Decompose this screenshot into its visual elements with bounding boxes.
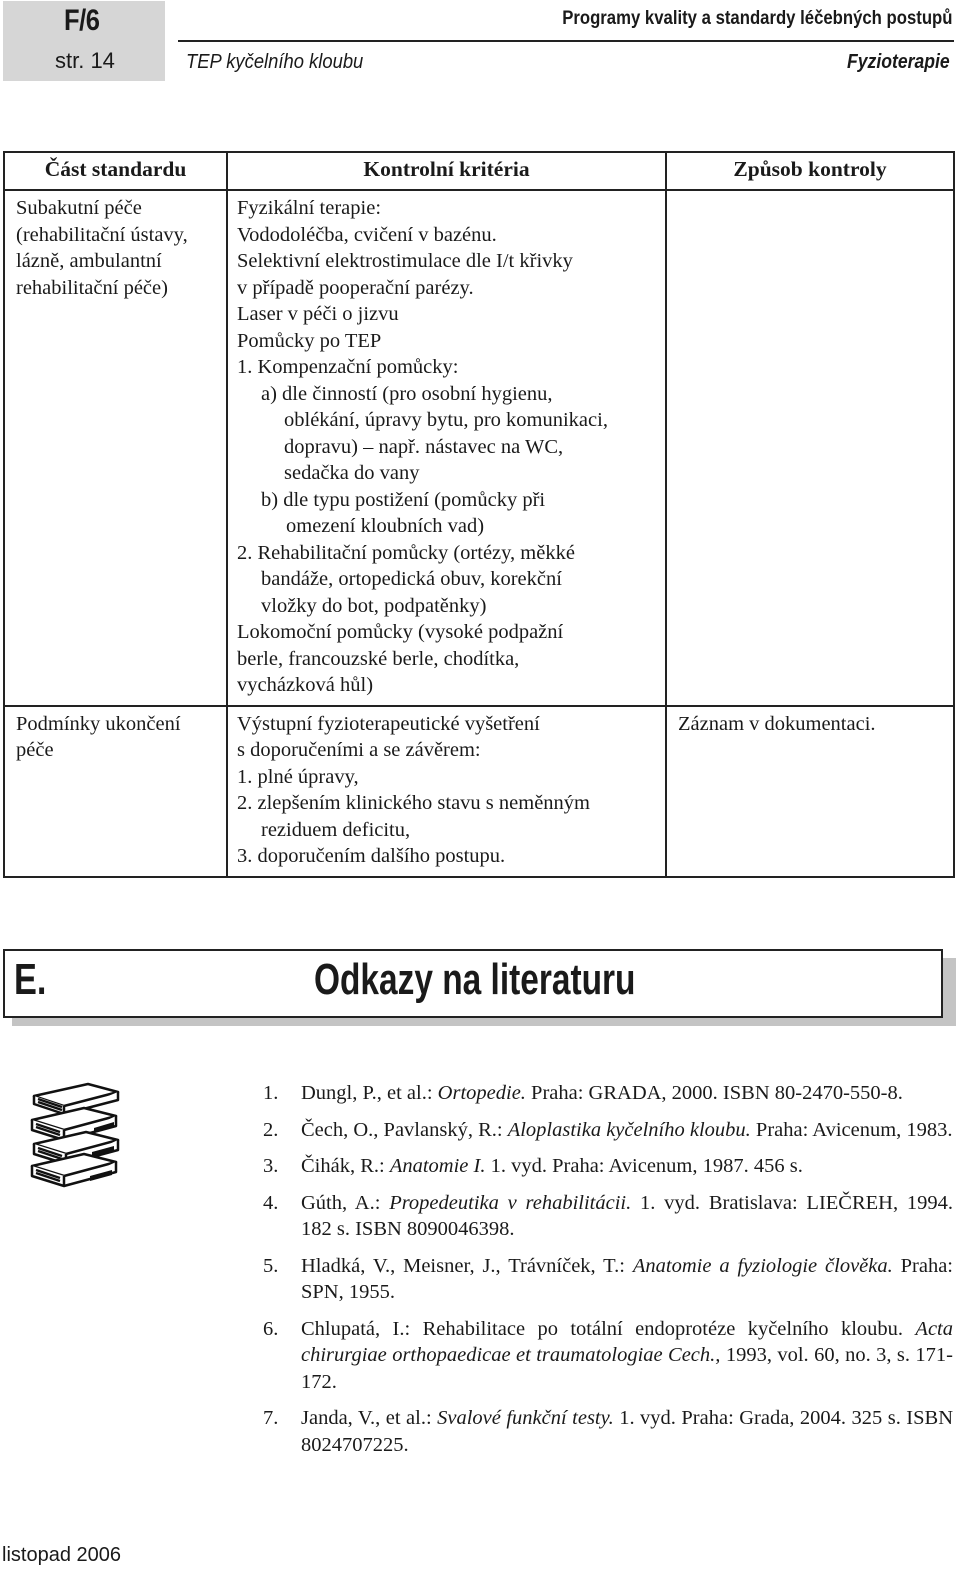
reference-authors: Čech, O., Pavlanský, R.: <box>301 1118 508 1141</box>
column-header: Kontrolní kritéria <box>227 152 666 190</box>
cell-text: vložky do bot, podpatěnky) <box>261 594 487 617</box>
cell-text: vycházková hůl) <box>237 674 374 696</box>
cell-text: Vododoléčba, cvičení v bazénu. <box>237 223 497 246</box>
reference-text <box>301 1316 953 1396</box>
cell-text: s doporučeními a se závěrem: <box>237 739 481 761</box>
list-item <box>263 1253 953 1306</box>
reference-authors: Chlupatá, I.: Rehabilitace po totální endoprotéze kyčelního kloubu. <box>301 1317 916 1340</box>
section-letter: E. <box>14 955 47 1004</box>
cell-text: lázně, ambulantní <box>16 250 162 272</box>
cell-text: berle, francouzské berle, chodítka, <box>237 647 520 670</box>
section-title: Odkazy na literaturu <box>314 955 636 1004</box>
cell-text: (rehabilitační ústavy, <box>16 223 188 246</box>
column-header: Část standardu <box>4 152 227 190</box>
cell-text: Výstupní fyzioterapeutické vyšetření <box>237 712 540 735</box>
reference-title: Ortopedie. <box>437 1082 526 1104</box>
criteria-cell <box>227 706 666 877</box>
books-icon <box>30 1080 122 1190</box>
standards-table <box>3 151 955 878</box>
cell-text: 3. doporučením dalšího postupu. <box>237 845 506 867</box>
cell-text: Subakutní péče <box>16 197 142 219</box>
reference-details: 1. vyd. Praha: Avicenum, 1987. 456 s. <box>485 1155 803 1177</box>
part-cell <box>4 706 227 877</box>
cell-text: Selektivní elektrostimulace dle I/t křivky <box>237 250 573 272</box>
table-row <box>4 706 954 877</box>
reference-number: 5. <box>263 1254 279 1277</box>
publication-title: Programy kvality a standardy léčebných postupů <box>561 8 952 29</box>
control-cell <box>666 190 954 706</box>
reference-details: Praha: Avicenum, 1983. <box>750 1118 953 1141</box>
column-header: Způsob kontroly <box>666 152 954 190</box>
reference-details: Praha: GRADA, 2000. ISBN 80-2470-550-8. <box>525 1082 903 1104</box>
header-rule <box>178 40 954 42</box>
reference-details: 1. vyd. Bratislava: LIEČREH, 1994. 182 s. ISBN 8090046398. <box>301 1191 953 1240</box>
cell-text: v případě pooperační parézy. <box>237 276 474 299</box>
list-item <box>263 1316 953 1396</box>
cell-text: bandáže, ortopedická obuv, korekční <box>261 568 562 590</box>
cell-text: a) dle činností (pro osobní hygienu, <box>261 382 553 405</box>
cell-text: 2. Rehabilitační pomůcky (ortézy, měkké <box>237 541 575 564</box>
reference-text <box>301 1080 953 1107</box>
cell-text: Laser v péči o jizvu <box>237 303 399 325</box>
reference-details: Praha: SPN, 1955. <box>301 1254 953 1303</box>
cell-text: oblékání, úpravy bytu, pro komunikaci, <box>284 409 608 431</box>
chapter-code: F/6 <box>64 4 100 37</box>
cell-text: dopravu) – např. nástavec na WC, <box>284 435 564 458</box>
table-row <box>4 190 954 706</box>
reference-title: Anatomie a fyziologie člověka. <box>632 1254 893 1277</box>
reference-number: 6. <box>263 1317 279 1340</box>
criteria-cell <box>227 190 666 706</box>
reference-title: Anatomie I. <box>389 1155 486 1177</box>
cell-text: 1. Kompenzační pomůcky: <box>237 356 459 378</box>
reference-title: Aloplastika kyčelního kloubu. <box>507 1118 751 1141</box>
reference-text <box>301 1153 953 1180</box>
cell-text: 1. plné úpravy, <box>237 765 359 788</box>
control-cell: Záznam v dokumentaci. <box>666 706 954 877</box>
list-item <box>263 1117 953 1144</box>
reference-title: Svalové funkční testy. <box>437 1407 614 1429</box>
reference-number: 2. <box>263 1118 279 1141</box>
reference-details: 1993, vol. 60, no. 3, s. 171-172. <box>301 1344 953 1393</box>
cell-text: péče <box>16 739 54 761</box>
reference-title: Acta chirurgiae orthopaedicae et traumatologiae Cech., <box>301 1317 953 1366</box>
list-item <box>263 1190 953 1243</box>
cell-text: Lokomoční pomůcky (vysoké podpažní <box>237 621 564 643</box>
document-subtitle: TEP kyčelního kloubu <box>186 51 364 73</box>
reference-authors: Čihák, R.: <box>301 1155 390 1177</box>
cell-text: reziduem deficitu, <box>261 818 411 841</box>
reference-number: 7. <box>263 1407 279 1429</box>
part-cell <box>4 190 227 706</box>
reference-text <box>301 1117 953 1144</box>
reference-number: 1. <box>263 1082 279 1104</box>
reference-list <box>263 1080 953 1468</box>
cell-text: 2. zlepšením klinického stavu s neměnným <box>237 792 590 814</box>
cell-text: Fyzikální terapie: <box>237 197 382 219</box>
reference-authors: Janda, V., et al.: <box>301 1407 438 1429</box>
reference-text <box>301 1405 953 1458</box>
table-header-row <box>4 152 954 190</box>
list-item <box>263 1080 953 1107</box>
reference-number: 3. <box>263 1155 279 1177</box>
footer-date: listopad 2006 <box>2 1544 121 1566</box>
reference-authors: Hladká, V., Meisner, J., Trávníček, T.: <box>301 1254 633 1277</box>
reference-text <box>301 1253 953 1306</box>
reference-text <box>301 1190 953 1243</box>
section-label: Fyzioterapie <box>847 51 950 73</box>
reference-number: 4. <box>263 1191 279 1214</box>
page-number: str. 14 <box>55 48 115 73</box>
cell-text: omezení kloubních vad) <box>286 515 485 537</box>
list-item <box>263 1153 953 1180</box>
reference-authors: Dungl, P., et al.: <box>301 1082 438 1104</box>
reference-title: Propedeutika v rehabilitácii. <box>389 1191 632 1214</box>
reference-details: 1. vyd. Praha: Grada, 2004. 325 s. ISBN 8024707225. <box>301 1407 953 1456</box>
cell-text: Podmínky ukončení <box>16 712 181 735</box>
list-item <box>263 1405 953 1458</box>
cell-text: b) dle typu postižení (pomůcky při <box>261 488 546 511</box>
reference-authors: Gúth, A.: <box>301 1191 390 1214</box>
cell-text: Pomůcky po TEP <box>237 329 382 352</box>
cell-text: sedačka do vany <box>284 462 420 484</box>
cell-text: rehabilitační péče) <box>16 276 168 299</box>
